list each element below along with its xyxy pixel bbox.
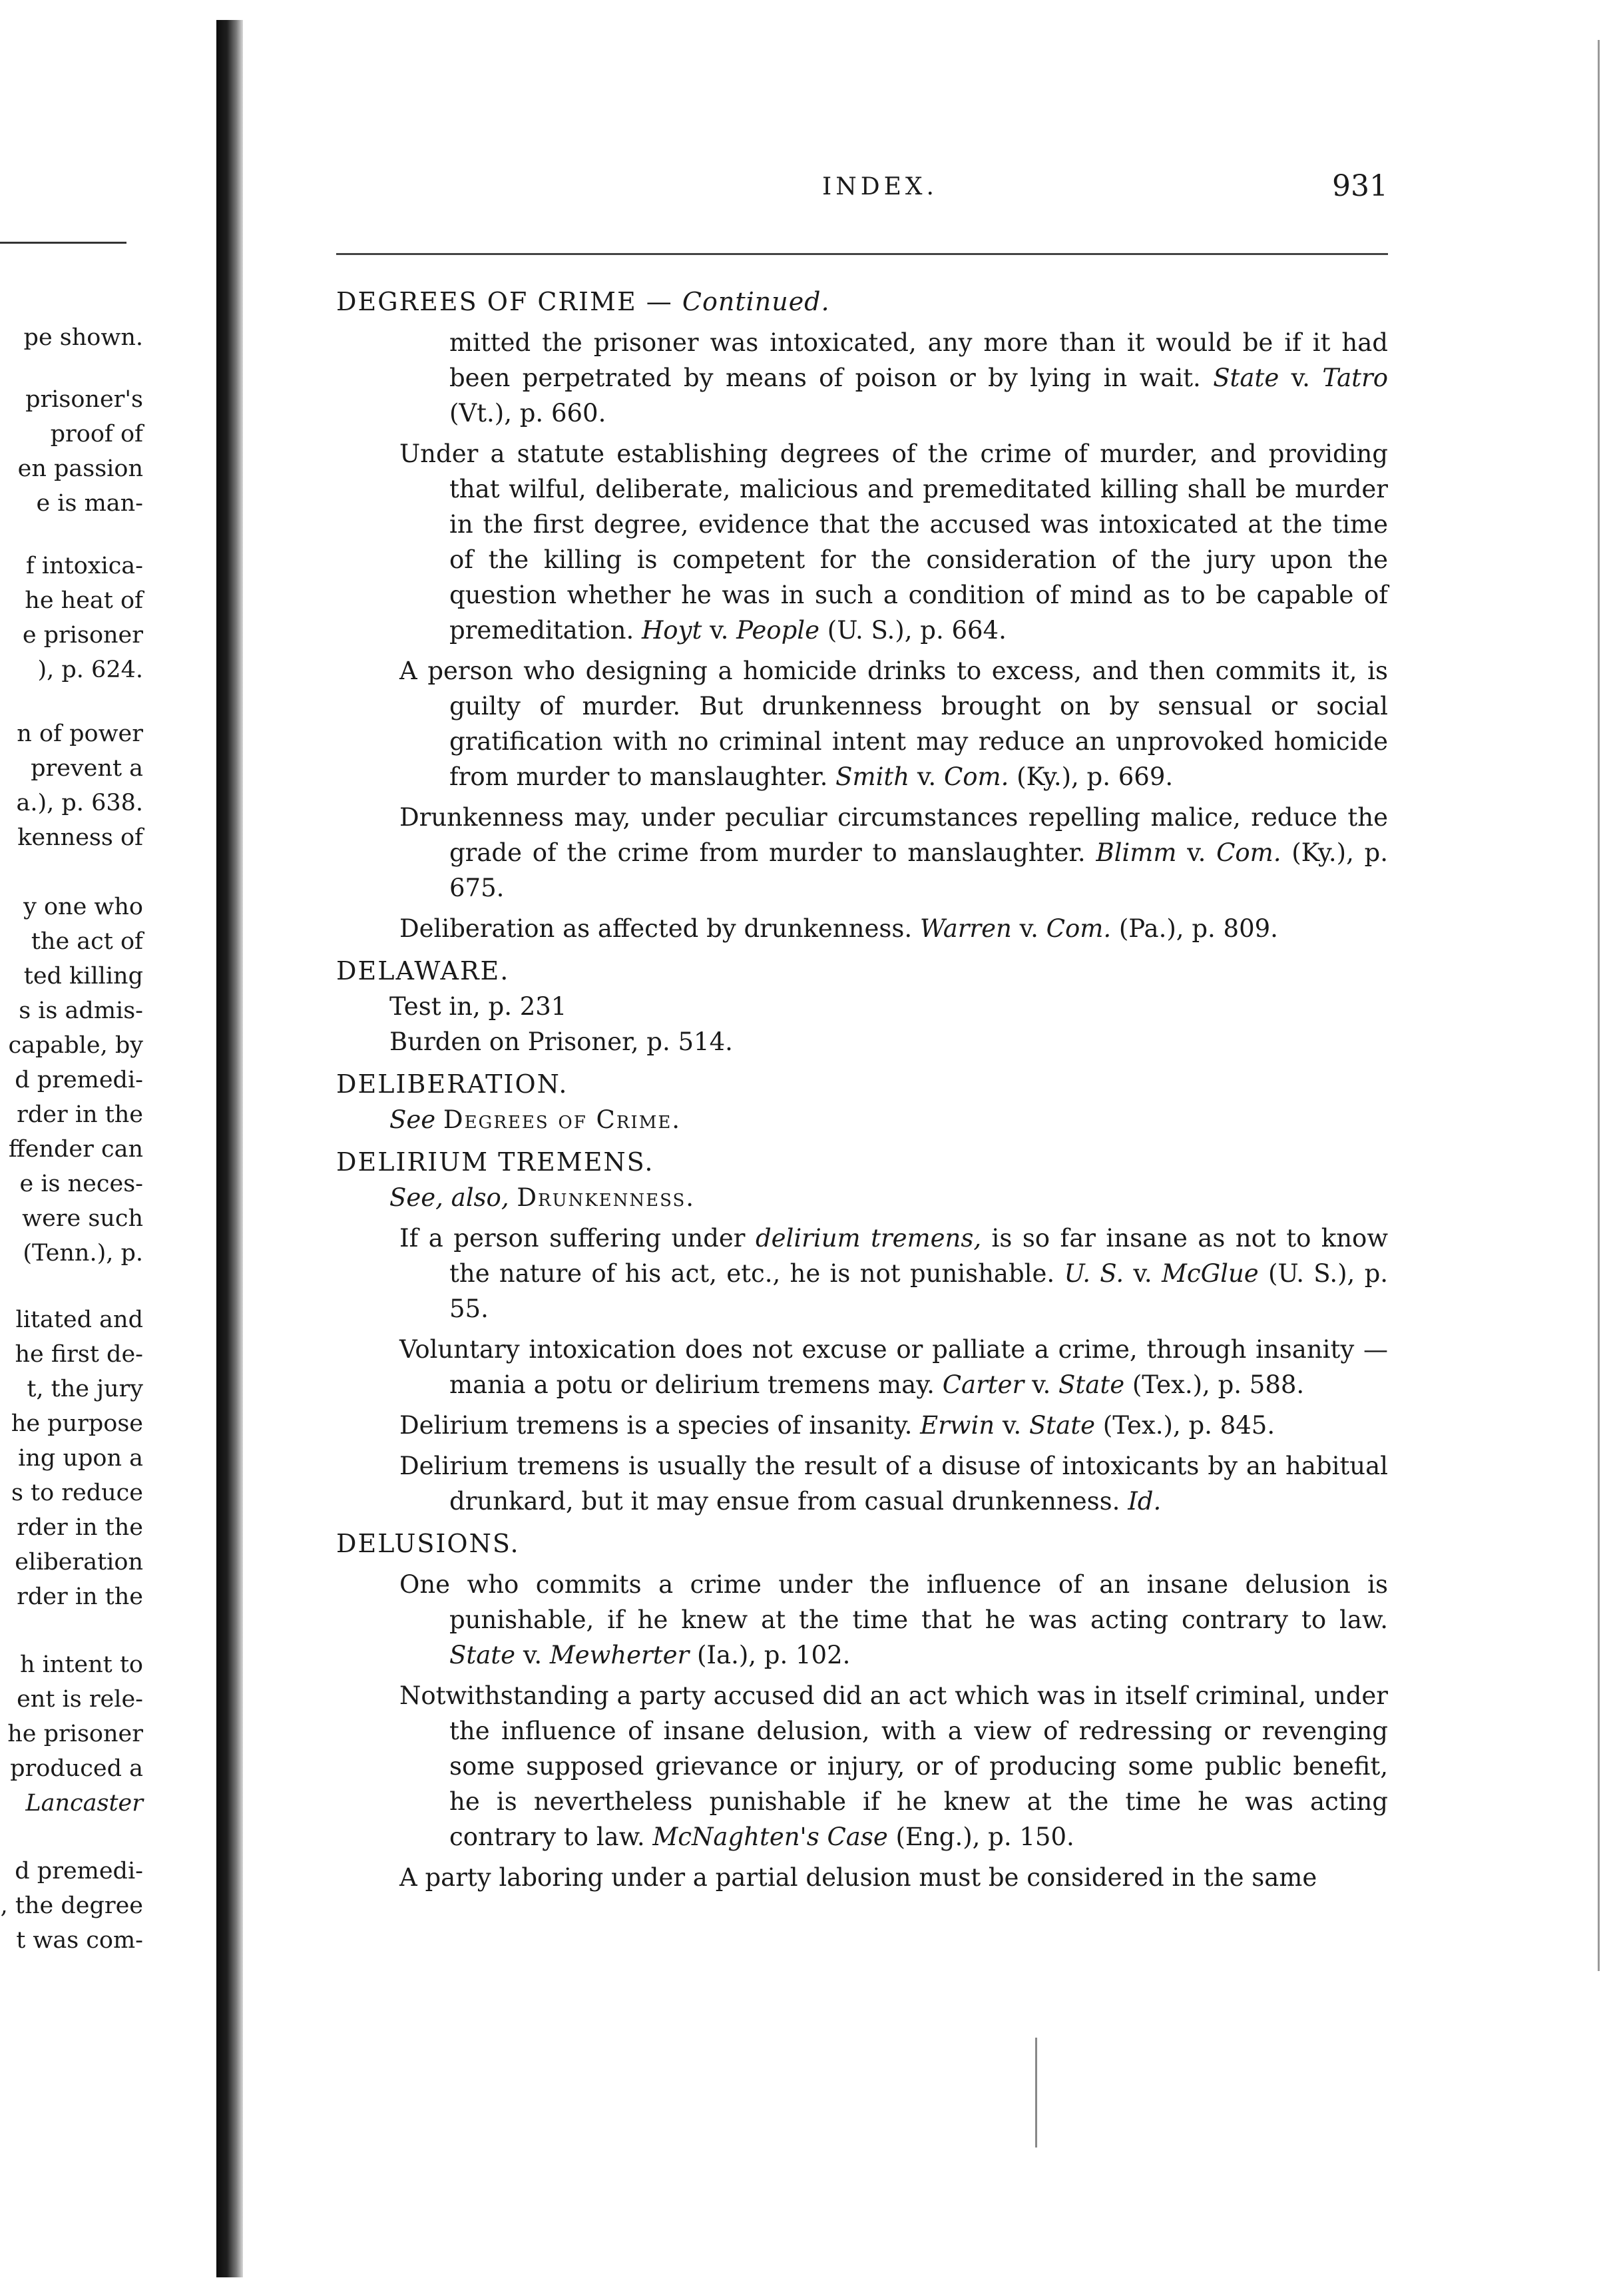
- header-rule: [336, 253, 1388, 255]
- citation: (Eng.), p. 150.: [895, 1823, 1074, 1851]
- left-fragment: ing upon a: [18, 1445, 143, 1472]
- left-fragment: , the degree: [0, 1892, 143, 1919]
- case-party: Blimm: [1096, 838, 1177, 867]
- left-fragment: proof of: [50, 421, 143, 447]
- left-fragment: d premedi-: [15, 1067, 143, 1093]
- entry-text: Under a statute establishing degrees of the crime of murder, and providing that wilful, deliberate, malicious and premeditated killing shall be murder in the first degree, evidence that the accused was intoxicated at the time of the killing is competent for the consideration of the jury upon the question whether he was in such a condition of mind as to be capable of premeditation.: [399, 439, 1388, 645]
- left-fragment: rder in the: [17, 1583, 143, 1610]
- citation: (U. S.), p. 664.: [827, 616, 1007, 645]
- left-fragment: kenness of: [17, 824, 143, 851]
- case-party: State: [1058, 1370, 1125, 1399]
- case-party: Com.: [1046, 914, 1112, 943]
- index-entry: [336, 1567, 1388, 1673]
- left-fragment: (Tenn.), p.: [23, 1240, 143, 1267]
- case-party: Mewherter: [549, 1641, 690, 1669]
- index-entry: [336, 436, 1388, 648]
- citation: (Tex.), p. 845.: [1102, 1411, 1275, 1440]
- versus: v.: [917, 762, 937, 791]
- left-fragment: n of power: [17, 720, 143, 747]
- page-number: 931: [1332, 169, 1388, 203]
- left-fragment: ted killing: [23, 963, 143, 990]
- left-fragment: ent is rele-: [17, 1686, 143, 1713]
- case-party: State: [449, 1641, 516, 1669]
- left-fragment: y one who: [23, 894, 143, 920]
- scan-mark: [1035, 2038, 1037, 2148]
- section-heading-delirium: DELIRIUM TREMENS.: [336, 1147, 654, 1177]
- cross-reference: [336, 1180, 1388, 1215]
- left-fragment: d premedi-: [15, 1858, 143, 1884]
- left-fragment: Lancaster: [25, 1790, 143, 1817]
- index-entry: Burden on Prisoner, p. 514.: [389, 1027, 733, 1056]
- entry-text: is so far insane as not to know the nature of his act, etc., he is not punishable.: [449, 1224, 1388, 1288]
- left-fragment: prevent a: [31, 755, 143, 782]
- left-fragment: t was com-: [16, 1927, 143, 1954]
- previous-page-rule: [0, 242, 126, 244]
- versus: v.: [1133, 1259, 1152, 1288]
- left-fragment: ffender can: [8, 1136, 143, 1163]
- index-entry: Test in, p. 231: [389, 992, 567, 1021]
- versus: v.: [1032, 1370, 1051, 1399]
- index-entry: [336, 325, 1388, 431]
- left-fragment: e is man-: [36, 490, 143, 517]
- section-heading-delaware: DELAWARE.: [336, 956, 510, 986]
- citation: (Pa.), p. 809.: [1118, 914, 1278, 943]
- versus: v.: [1019, 914, 1038, 943]
- section-heading-delusions: DELUSIONS.: [336, 1529, 520, 1558]
- entry-text: Delirium tremens is usually the result of a disuse of intoxicants by an habitual drunkard, but it may ensue from casual drunkenness.: [399, 1452, 1388, 1516]
- page-edge: [1598, 40, 1600, 1971]
- left-fragment: rder in the: [17, 1514, 143, 1541]
- citation: Id.: [1128, 1487, 1162, 1516]
- running-head-title: INDEX.: [822, 173, 938, 200]
- index-entry: [336, 1678, 1388, 1855]
- left-fragment: he purpose: [11, 1410, 143, 1437]
- citation: (Vt.), p. 660.: [449, 399, 606, 428]
- continued-label: Continued.: [682, 287, 830, 316]
- left-fragment: t, the jury: [27, 1376, 143, 1402]
- entry-text: A person who designing a homicide drinks to excess, and then commits it, is guilty of murder. But drunkenness brought on by sensual or social gratification with no criminal intent may reduce an unprovoked homicide from murder to manslaughter.: [399, 657, 1388, 791]
- left-fragment: e prisoner: [22, 622, 143, 649]
- case-party: People: [736, 616, 819, 645]
- index-entry: [336, 800, 1388, 906]
- case-party: Erwin: [920, 1411, 995, 1440]
- left-fragment: were such: [22, 1205, 143, 1232]
- left-fragment: h intent to: [19, 1651, 143, 1678]
- entry-text: mitted the prisoner was intoxicated, any more than it would be if it had been perpetrated by means of poison or by lying in wait.: [449, 328, 1388, 392]
- cross-reference-target: Drunkenness.: [517, 1183, 696, 1212]
- index-entry: [336, 653, 1388, 794]
- left-fragment: the act of: [31, 928, 143, 955]
- entry-text: Drunkenness may, under peculiar circumstances repelling malice, reduce the grade of the crime from murder to manslaughter.: [399, 803, 1388, 867]
- case-party: Smith: [835, 762, 910, 791]
- left-fragment: s is admis-: [19, 998, 143, 1024]
- citation: (Ky.), p. 675.: [449, 838, 1388, 902]
- entry-text: Delirium tremens is a species of insanity.: [399, 1411, 913, 1440]
- index-entry: [336, 1332, 1388, 1402]
- case-party: McNaghten's Case: [652, 1823, 888, 1851]
- left-fragment: pe shown.: [23, 324, 143, 351]
- citation: (Ia.), p. 102.: [696, 1641, 851, 1669]
- running-head: [336, 166, 1388, 206]
- index-entry: [336, 911, 1388, 946]
- entry-text: If a person suffering under: [399, 1224, 746, 1253]
- entry-text: A party laboring under a partial delusion must be considered in the same: [399, 1863, 1317, 1892]
- index-entries: [336, 280, 1388, 1895]
- case-party: Hoyt: [642, 616, 702, 645]
- case-party: State: [1213, 364, 1279, 392]
- entry-text: One who commits a crime under the influence of an insane delusion is punishable, if he knew at the time that he was acting contrary to law.: [399, 1570, 1388, 1634]
- case-party: McGlue: [1161, 1259, 1259, 1288]
- book-gutter: [216, 20, 243, 2277]
- heading-text: DEGREES OF CRIME —: [336, 287, 673, 316]
- index-entry: [336, 1860, 1388, 1895]
- versus: v.: [523, 1641, 543, 1669]
- entry-text: Notwithstanding a party accused did an act which was in itself criminal, under the influence of insane delusion, with a view of redressing or revenging some supposed grievance or injury, or of producing some public benefit, he is nevertheless punishable if he knew at the time he was acting contrary to law.: [399, 1681, 1388, 1851]
- previous-page-strip: [0, 0, 216, 2296]
- left-fragment: s to reduce: [11, 1480, 143, 1506]
- index-entry: [336, 1448, 1388, 1519]
- left-fragment: he first de-: [15, 1341, 143, 1368]
- versus: v.: [1187, 838, 1206, 867]
- versus: v.: [710, 616, 729, 645]
- case-party: Com.: [1216, 838, 1281, 867]
- left-fragment: produced a: [10, 1755, 143, 1782]
- case-party: U. S.: [1064, 1259, 1124, 1288]
- entry-text: Voluntary intoxication does not excuse or palliate a crime, through insanity — mania a potu or delirium tremens may.: [399, 1335, 1388, 1399]
- left-fragment: rder in the: [17, 1101, 143, 1128]
- case-party: State: [1029, 1411, 1095, 1440]
- versus: v.: [1002, 1411, 1022, 1440]
- case-party: Com.: [943, 762, 1009, 791]
- citation: (Tex.), p. 588.: [1132, 1370, 1305, 1399]
- case-party: Warren: [919, 914, 1012, 943]
- entry-term: delirium tremens,: [755, 1224, 982, 1253]
- citation: (U. S.), p. 55.: [449, 1259, 1389, 1323]
- cross-reference-target: Degrees of Crime.: [443, 1105, 682, 1134]
- section-heading-deliberation: DELIBERATION.: [336, 1069, 569, 1099]
- left-fragment: he heat of: [25, 587, 143, 614]
- left-fragment: capable, by: [8, 1032, 143, 1059]
- see-label: See, also,: [389, 1183, 509, 1212]
- left-fragment: ), p. 624.: [37, 657, 143, 683]
- left-fragment: en passion: [17, 455, 143, 482]
- section-heading-degrees: [336, 284, 1388, 320]
- cross-reference: [336, 1102, 1388, 1137]
- left-fragment: prisoner's: [25, 386, 143, 413]
- case-party: Tatro: [1322, 364, 1389, 392]
- index-entry: [336, 1408, 1388, 1443]
- see-label: See: [389, 1105, 436, 1134]
- left-fragment: e is neces-: [19, 1171, 143, 1197]
- index-entry: [336, 1221, 1388, 1326]
- versus: v.: [1291, 364, 1310, 392]
- case-party: Carter: [942, 1370, 1025, 1399]
- left-fragment: litated and: [15, 1306, 143, 1333]
- citation: (Ky.), p. 669.: [1017, 762, 1174, 791]
- left-fragment: eliberation: [15, 1549, 143, 1576]
- left-fragment: a.), p. 638.: [16, 790, 143, 816]
- left-fragment: f intoxica-: [25, 553, 143, 579]
- left-fragment: he prisoner: [7, 1721, 143, 1747]
- entry-text: Deliberation as affected by drunkenness.: [399, 914, 913, 943]
